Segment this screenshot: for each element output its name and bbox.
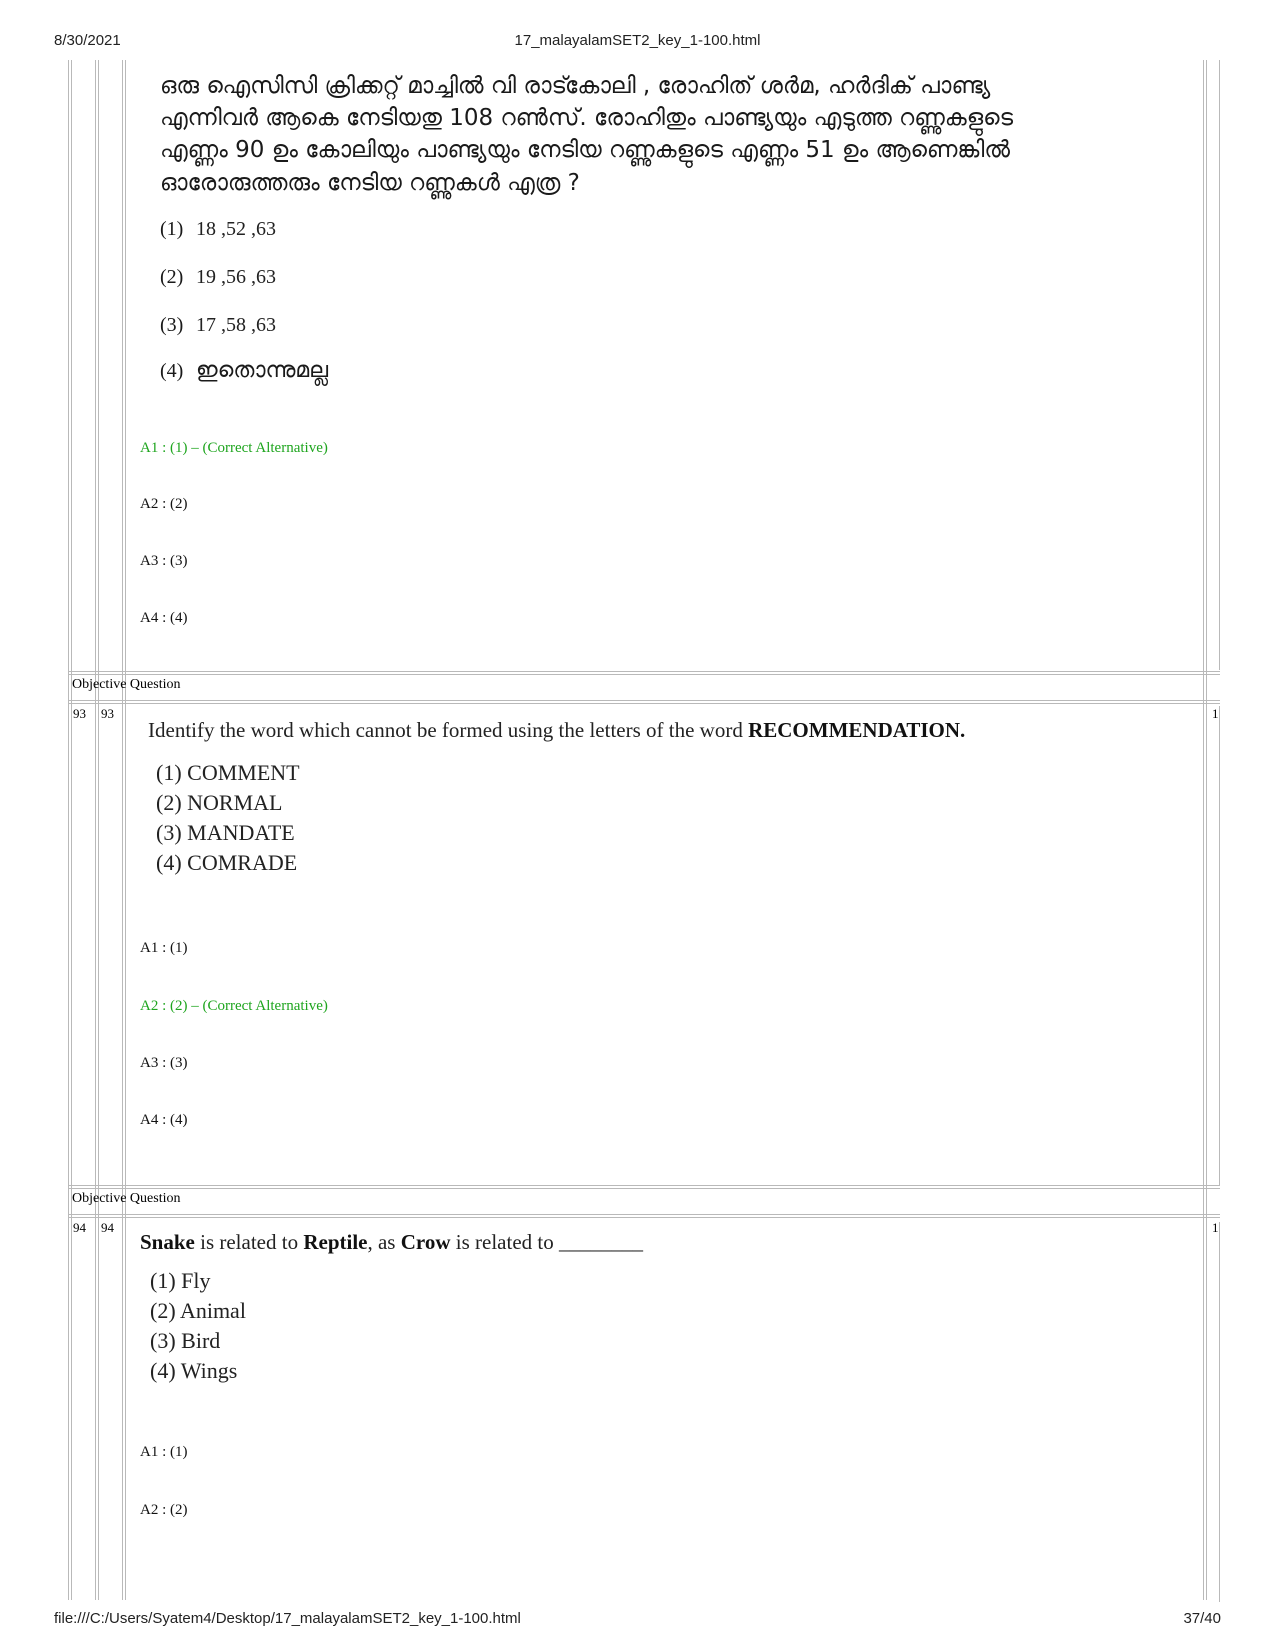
answer-correct: A1 : (1) – (Correct Alternative) bbox=[140, 440, 328, 456]
row-divider bbox=[68, 1214, 1220, 1215]
option-item: (2) NORMAL bbox=[156, 790, 283, 815]
row-divider bbox=[68, 1188, 1220, 1189]
table-border bbox=[1219, 60, 1220, 670]
option-item: (3) Bird bbox=[150, 1328, 221, 1353]
option-text: 19 ,56 ,63 bbox=[196, 266, 277, 288]
option-number: (1) bbox=[160, 218, 184, 240]
question-id: 94 bbox=[101, 1220, 114, 1235]
question-text-line: ഓരോരുത്തരും നേടിയ റണ്ണുകൾ എത്ര ? bbox=[160, 170, 580, 196]
option-item bbox=[160, 264, 276, 289]
question-type-label: Objective Question bbox=[72, 677, 181, 692]
row-divider bbox=[68, 703, 1220, 704]
table-border bbox=[122, 60, 123, 1600]
table-border bbox=[1219, 1222, 1220, 1602]
table-border bbox=[95, 60, 96, 1600]
print-date: 8/30/2021 bbox=[54, 32, 121, 49]
option-number: (2) bbox=[160, 266, 184, 288]
question-keyword: Crow bbox=[400, 1230, 451, 1254]
option-item: (3) MANDATE bbox=[156, 820, 295, 845]
serial-number: 94 bbox=[73, 1220, 86, 1235]
question-text-plain: is related to bbox=[194, 1230, 304, 1254]
row-divider bbox=[68, 700, 1220, 701]
row-divider bbox=[68, 674, 1220, 675]
option-text: ഇതൊന്നുമല്ല bbox=[196, 358, 329, 383]
option-text: 18 ,52 ,63 bbox=[196, 218, 277, 240]
option-text: 17 ,58 ,63 bbox=[196, 314, 277, 336]
option-item: (4) COMRADE bbox=[156, 850, 298, 875]
question-keyword: Snake bbox=[140, 1230, 195, 1254]
option-item bbox=[160, 312, 276, 337]
answer-alternative: A2 : (2) bbox=[140, 1502, 188, 1518]
answer-alternative: A3 : (3) bbox=[140, 1055, 188, 1071]
row-divider bbox=[68, 1185, 1220, 1186]
table-border bbox=[1219, 706, 1220, 1186]
marks: 1 bbox=[1212, 1220, 1219, 1235]
question-text-plain: , as bbox=[367, 1230, 401, 1254]
table-border bbox=[125, 60, 126, 1600]
question-text bbox=[140, 1230, 643, 1255]
question-text bbox=[148, 718, 965, 743]
option-item: (4) Wings bbox=[150, 1358, 238, 1383]
answer-alternative: A2 : (2) bbox=[140, 496, 188, 512]
answer-alternative: A1 : (1) bbox=[140, 1444, 188, 1460]
table-border bbox=[68, 60, 69, 1600]
question-keyword: RECOMMENDATION. bbox=[748, 718, 966, 742]
answer-alternative: A3 : (3) bbox=[140, 553, 188, 569]
option-item bbox=[160, 216, 276, 241]
option-number: (4) bbox=[160, 360, 184, 382]
question-text-plain: is related to ________ bbox=[450, 1230, 643, 1254]
question-type-label: Objective Question bbox=[72, 1191, 181, 1206]
row-divider bbox=[68, 1217, 1220, 1218]
serial-number: 93 bbox=[73, 706, 86, 721]
row-divider bbox=[68, 671, 1220, 672]
option-item: (2) Animal bbox=[150, 1298, 246, 1323]
marks: 1 bbox=[1212, 706, 1219, 721]
answer-alternative: A4 : (4) bbox=[140, 610, 188, 626]
page-number: 37/40 bbox=[1183, 1610, 1221, 1627]
answer-alternative: A1 : (1) bbox=[140, 940, 188, 956]
question-text-line: ഒരു ഐസിസി ക്രിക്കറ്റ് മാച്ചിൽ വി രാട്കോലി , രോഹിത് ശർമ, ഹർദിക് പാണ്ട്യ bbox=[160, 73, 991, 99]
question-keyword: Reptile bbox=[303, 1230, 368, 1254]
option-item bbox=[160, 358, 328, 383]
table-border bbox=[1206, 60, 1207, 1600]
option-item: (1) Fly bbox=[150, 1268, 211, 1293]
question-text-line: എണ്ണം 90 ഉം കോലിയും പാണ്ട്യയും നേടിയ റണ്ണുകളുടെ എണ്ണം 51 ഉം ആണെങ്കിൽ bbox=[160, 137, 1010, 163]
answer-correct: A2 : (2) – (Correct Alternative) bbox=[140, 998, 328, 1014]
table-border bbox=[98, 60, 99, 1600]
option-number: (3) bbox=[160, 314, 184, 336]
option-item: (1) COMMENT bbox=[156, 760, 300, 785]
file-path: file:///C:/Users/Syatem4/Desktop/17_malayalamSET2_key_1-100.html bbox=[54, 1610, 521, 1627]
table-border bbox=[71, 60, 72, 1600]
question-text-line: എന്നിവർ ആകെ നേടിയതു 108 റൺസ്. രോഹിതും പാണ്ട്യയും എടുത്ത റണ്ണുകളുടെ bbox=[160, 105, 1014, 131]
table-border bbox=[1203, 60, 1204, 1600]
question-id: 93 bbox=[101, 706, 114, 721]
question-text-plain: Identify the word which cannot be formed using the letters of the word bbox=[148, 718, 749, 742]
document-title: 17_malayalamSET2_key_1-100.html bbox=[514, 32, 761, 49]
answer-alternative: A4 : (4) bbox=[140, 1112, 188, 1128]
